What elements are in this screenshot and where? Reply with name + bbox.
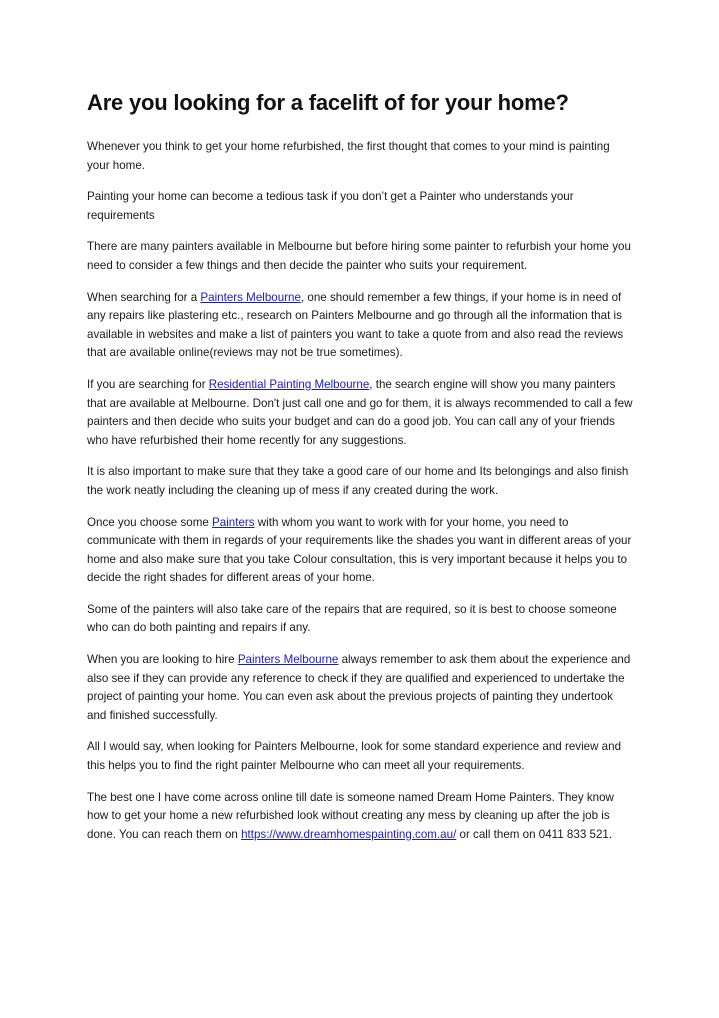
paragraph	[87, 789, 635, 845]
inline-link[interactable]: https://www.dreamhomespainting.com.au/	[241, 827, 457, 841]
paragraph-text: When you are looking to hire	[87, 653, 238, 667]
paragraph-text: Once you choose some	[87, 515, 213, 529]
paragraph-text: Whenever you think to get your home refurbished, the first thought that comes to your mind is painting your home.	[87, 140, 610, 172]
paragraph-text: If you are searching for	[87, 377, 209, 391]
paragraph-text: or call them on 0411 833 521.	[456, 827, 613, 841]
paragraph-text: All I would say, when looking for Painters Melbourne, look for some standard experience and review and this helps you to find the right painter Melbourne who can meet all your requirements.	[87, 740, 622, 773]
paragraph	[87, 738, 635, 775]
paragraph	[87, 601, 635, 638]
paragraph-text: The best one I have come across online till date is someone named Dream Home Painters. They know how to get your home a new refurbished look without creating any mess by cleaning up after the job is done. You can reach them on	[87, 790, 614, 841]
paragraph	[87, 463, 635, 500]
paragraph-text: Some of the painters will also take care of the repairs that are required, so it is best to choose someone who can do both painting and repairs if any.	[87, 602, 617, 635]
paragraph	[87, 514, 635, 588]
paragraph-text: When searching for a	[87, 290, 201, 304]
paragraph	[87, 651, 635, 725]
article-body	[87, 138, 635, 844]
paragraph	[87, 289, 635, 363]
paragraph	[87, 188, 635, 225]
paragraph-text: , one should remember a few things, if your home is in need of any repairs like plastering etc., research on Painters Melbourne and go through all the information that is available in websites and make a list of painters you want to take a quote from and also read the reviews that are available online(reviews may not be true sometimes).	[87, 290, 624, 360]
paragraph	[87, 238, 635, 275]
inline-link[interactable]: Painters Melbourne	[200, 290, 301, 304]
paragraph-text: There are many painters available in Melbourne but before hiring some painter to refurbish your home you need to consider a few things and then decide the painter who suits your requirement.	[87, 240, 631, 272]
paragraph-text: It is also important to make sure that they take a good care of our home and Its belongings and also finish the work neatly including the cleaning up of mess if any created during the work.	[87, 465, 629, 497]
paragraph-text: always remember to ask them about the experience and also see if they can provide any reference to check if they are qualified and experienced to undertake the project of painting your home. You can even ask about the previous projects of painting they undertook and finished successfully.	[87, 653, 631, 722]
paragraph	[87, 376, 635, 450]
document-page	[87, 88, 635, 857]
paragraph-text: , the search engine will show you many painters that are available at Melbourne. Don't just call one and go for them, it is always recommended to call a few painters and then decide who suits your budget and can do a good job. You can call any of your friends who have refurbished their home recently for any suggestions.	[87, 377, 633, 447]
paragraph-text: Painting your home can become a tedious task if you don’t get a Painter who understands your requirements	[87, 190, 574, 222]
paragraph-text: with whom you want to work with for your home, you need to communicate with them in regards of your requirements like the shades you want in different areas of your home and also make sure that you take Colour consultation, this is very important because it helps you to decide the right shades for different areas of your home.	[87, 515, 632, 585]
page-title: Are you looking for a facelift of for your home?	[87, 90, 569, 115]
inline-link[interactable]: Residential Painting Melbourne	[208, 377, 370, 391]
inline-link[interactable]: Painters Melbourne	[237, 653, 339, 667]
paragraph	[87, 138, 635, 175]
inline-link[interactable]: Painters	[212, 515, 255, 529]
